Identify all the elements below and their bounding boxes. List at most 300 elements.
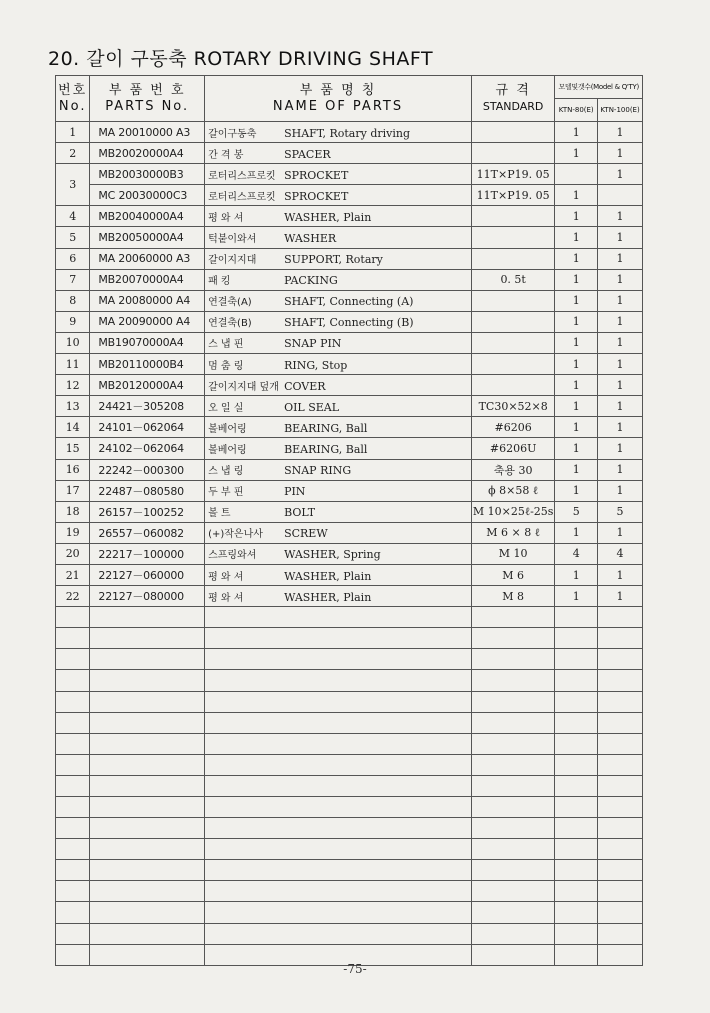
row-qty-ktn80: 5: [555, 501, 598, 522]
empty-cell: [598, 712, 643, 733]
empty-cell: [598, 839, 643, 860]
empty-cell: [555, 754, 598, 775]
empty-cell: [598, 923, 643, 944]
row-name-en: BEARING, Ball: [284, 442, 368, 456]
empty-cell: [555, 881, 598, 902]
row-name: [205, 248, 472, 269]
empty-cell: [598, 670, 643, 691]
empty-cell: [555, 733, 598, 754]
header-standard-en: STANDARD: [482, 99, 544, 113]
row-no: 7: [56, 269, 90, 290]
row-parts-no: MB20040000A4: [90, 206, 205, 227]
empty-row: [56, 691, 643, 712]
empty-cell: [555, 712, 598, 733]
row-qty-ktn80: 1: [555, 248, 598, 269]
empty-cell: [555, 923, 598, 944]
row-qty-ktn80: 1: [555, 586, 598, 607]
row-parts-no: MA 20090000 A4: [90, 311, 205, 332]
empty-cell: [56, 628, 90, 649]
row-name: [205, 459, 472, 480]
row-qty-ktn100: 1: [598, 522, 643, 543]
row-name-en: WASHER, Plain: [284, 590, 372, 604]
row-no: 9: [56, 311, 90, 332]
table-row: [56, 164, 643, 185]
row-name-kr: 평 와 셔: [208, 571, 244, 583]
table-row: [56, 501, 643, 522]
row-name-en: BOLT: [284, 506, 316, 520]
row-parts-no: MA 20060000 A3: [90, 248, 205, 269]
row-no: 6: [56, 248, 90, 269]
row-name: [205, 480, 472, 501]
row-qty-ktn100: 1: [598, 227, 643, 248]
row-standard: [471, 332, 554, 353]
row-no: 5: [56, 227, 90, 248]
empty-cell: [90, 775, 205, 796]
empty-cell: [56, 775, 90, 796]
row-name-kr: 평 와 셔: [208, 212, 244, 224]
row-parts-no: MB20120000A4: [90, 375, 205, 396]
empty-cell: [90, 818, 205, 839]
empty-cell: [205, 902, 472, 923]
header-standard-kr: 규 격: [495, 82, 531, 98]
table-row: [56, 586, 643, 607]
empty-cell: [56, 818, 90, 839]
empty-cell: [90, 923, 205, 944]
row-parts-no: 24101－062064: [90, 417, 205, 438]
empty-cell: [205, 923, 472, 944]
row-name: [205, 564, 472, 585]
empty-cell: [598, 607, 643, 628]
row-qty-ktn80: 1: [555, 122, 598, 143]
empty-cell: [90, 649, 205, 670]
row-qty-ktn80: 1: [555, 269, 598, 290]
row-name-kr: 스프링와셔: [208, 550, 257, 562]
empty-row: [56, 881, 643, 902]
empty-cell: [555, 839, 598, 860]
table-row: [56, 354, 643, 375]
page-number: -75-: [343, 962, 367, 976]
table-row: [56, 417, 643, 438]
row-parts-no: MC 20030000C3: [90, 185, 205, 206]
row-standard: [471, 290, 554, 311]
row-name-en: SPROCKET: [284, 168, 349, 182]
row-parts-no: 24421－305208: [90, 396, 205, 417]
empty-cell: [56, 797, 90, 818]
row-name-kr: 스 냅 핀: [208, 339, 244, 351]
row-qty-ktn80: 1: [555, 206, 598, 227]
row-qty-ktn100: 1: [598, 564, 643, 585]
row-parts-no: MB20020000A4: [90, 143, 205, 164]
row-name-en: RING, Stop: [284, 358, 348, 372]
row-no: 15: [56, 438, 90, 459]
row-standard: 0. 5t: [471, 269, 554, 290]
empty-cell: [90, 754, 205, 775]
empty-row: [56, 649, 643, 670]
page-title: 20. 갈이 구동축 ROTARY DRIVING SHAFT: [48, 48, 434, 70]
row-qty-ktn100: 1: [598, 480, 643, 501]
row-standard: [471, 248, 554, 269]
row-no: 18: [56, 501, 90, 522]
row-qty-ktn100: 1: [598, 311, 643, 332]
empty-cell: [56, 860, 90, 881]
header-name: [205, 76, 472, 122]
row-qty-ktn80: 1: [555, 438, 598, 459]
row-qty-ktn100: 1: [598, 248, 643, 269]
empty-cell: [90, 797, 205, 818]
row-name-kr: 볼 트: [208, 508, 231, 520]
row-name-en: PACKING: [284, 274, 338, 288]
row-name: [205, 269, 472, 290]
header-name-kr: 부 품 명 칭: [299, 82, 377, 98]
parts-table: [55, 75, 643, 966]
row-name: [205, 206, 472, 227]
row-name-en: SHAFT, Connecting (A): [284, 295, 414, 309]
empty-cell: [90, 670, 205, 691]
empty-cell: [598, 818, 643, 839]
row-parts-no: 22127－080000: [90, 586, 205, 607]
empty-cell: [598, 649, 643, 670]
row-no: 14: [56, 417, 90, 438]
row-qty-ktn80: 1: [555, 480, 598, 501]
empty-cell: [598, 733, 643, 754]
row-name-kr: 갈이지지대: [208, 255, 257, 267]
row-qty-ktn80: 4: [555, 543, 598, 564]
row-qty-ktn100: 1: [598, 269, 643, 290]
row-name-en: WASHER, Spring: [284, 548, 381, 562]
table-row: [56, 522, 643, 543]
row-qty-ktn80: 1: [555, 522, 598, 543]
row-name-kr: 턱붙이와셔: [208, 234, 257, 246]
table-row: [56, 269, 643, 290]
empty-cell: [56, 607, 90, 628]
empty-cell: [205, 649, 472, 670]
empty-cell: [205, 881, 472, 902]
empty-cell: [598, 881, 643, 902]
row-qty-ktn80: [555, 164, 598, 185]
row-parts-no: MB20050000A4: [90, 227, 205, 248]
row-name-en: SNAP PIN: [284, 337, 342, 351]
row-name-kr: 갈이지지대 덮개: [208, 381, 279, 393]
empty-cell: [90, 733, 205, 754]
row-name-en: SHAFT, Rotary driving: [284, 126, 411, 140]
row-name-en: SPACER: [284, 147, 331, 161]
empty-cell: [471, 628, 554, 649]
row-qty-ktn80: 1: [555, 311, 598, 332]
empty-cell: [90, 839, 205, 860]
empty-cell: [205, 839, 472, 860]
header-model-ktn100: KTN-100(E): [598, 99, 643, 122]
row-no: 13: [56, 396, 90, 417]
row-parts-no: MA 20010000 A3: [90, 122, 205, 143]
empty-cell: [471, 607, 554, 628]
row-name-en: WASHER: [284, 232, 337, 246]
row-name-en: SPROCKET: [284, 189, 349, 203]
empty-cell: [555, 902, 598, 923]
empty-row: [56, 839, 643, 860]
row-name-kr: 패 킹: [208, 276, 231, 288]
empty-cell: [471, 712, 554, 733]
row-qty-ktn80: 1: [555, 354, 598, 375]
empty-row: [56, 902, 643, 923]
row-parts-no: MB20070000A4: [90, 269, 205, 290]
table-row: [56, 396, 643, 417]
row-no: 2: [56, 143, 90, 164]
table-row: [56, 459, 643, 480]
empty-row: [56, 607, 643, 628]
empty-cell: [56, 923, 90, 944]
row-qty-ktn100: 1: [598, 459, 643, 480]
row-name-kr: 멈 춤 링: [208, 360, 244, 372]
table-row: [56, 185, 643, 206]
row-no: 11: [56, 354, 90, 375]
row-name-kr: 연결축(A): [208, 297, 252, 309]
row-name-en: SCREW: [284, 527, 328, 541]
empty-cell: [598, 860, 643, 881]
row-name-en: SNAP RING: [284, 464, 352, 478]
row-no: 10: [56, 332, 90, 353]
row-no: 17: [56, 480, 90, 501]
table-row: [56, 227, 643, 248]
empty-cell: [471, 839, 554, 860]
empty-row: [56, 754, 643, 775]
empty-cell: [56, 712, 90, 733]
row-no: 12: [56, 375, 90, 396]
empty-cell: [598, 754, 643, 775]
row-parts-no: 22127－060000: [90, 564, 205, 585]
row-name-en: WASHER, Plain: [284, 569, 372, 583]
row-standard: M 6 × 8 ℓ: [471, 522, 554, 543]
empty-cell: [205, 775, 472, 796]
empty-cell: [90, 902, 205, 923]
row-name: [205, 227, 472, 248]
row-qty-ktn80: 1: [555, 227, 598, 248]
row-qty-ktn100: 5: [598, 501, 643, 522]
row-name-en: COVER: [284, 379, 326, 393]
empty-cell: [471, 902, 554, 923]
row-standard: ϕ 8×58 ℓ: [471, 480, 554, 501]
empty-row: [56, 733, 643, 754]
row-standard: TC30×52×8: [471, 396, 554, 417]
row-parts-no: 22217－100000: [90, 543, 205, 564]
row-name: [205, 586, 472, 607]
table-row: [56, 248, 643, 269]
row-name-en: WASHER, Plain: [284, 210, 372, 224]
table-row: [56, 438, 643, 459]
row-name-kr: 간 격 봉: [208, 149, 244, 161]
row-name: [205, 332, 472, 353]
row-name: [205, 143, 472, 164]
empty-row: [56, 923, 643, 944]
table-row: [56, 332, 643, 353]
row-parts-no: MA 20080000 A4: [90, 290, 205, 311]
empty-cell: [205, 797, 472, 818]
row-standard: [471, 122, 554, 143]
empty-cell: [90, 860, 205, 881]
row-qty-ktn80: 1: [555, 143, 598, 164]
empty-cell: [205, 670, 472, 691]
row-name-kr: 볼베어링: [208, 423, 247, 435]
empty-row: [56, 818, 643, 839]
row-standard: #6206U: [471, 438, 554, 459]
empty-cell: [205, 754, 472, 775]
empty-cell: [598, 775, 643, 796]
row-name-en: SHAFT, Connecting (B): [284, 316, 414, 330]
empty-row: [56, 860, 643, 881]
row-parts-no: MB20030000B3: [90, 164, 205, 185]
row-qty-ktn100: 1: [598, 586, 643, 607]
row-standard: M 6: [471, 564, 554, 585]
empty-cell: [56, 670, 90, 691]
empty-row: [56, 670, 643, 691]
empty-cell: [598, 628, 643, 649]
empty-cell: [56, 902, 90, 923]
empty-cell: [471, 818, 554, 839]
row-qty-ktn100: 1: [598, 206, 643, 227]
empty-cell: [90, 607, 205, 628]
empty-cell: [90, 628, 205, 649]
empty-cell: [555, 775, 598, 796]
row-name: [205, 185, 472, 206]
empty-cell: [555, 628, 598, 649]
table-row: [56, 206, 643, 227]
header-standard: [471, 76, 554, 122]
empty-cell: [56, 754, 90, 775]
header-model-ktn80: KTN-80(E): [555, 99, 598, 122]
row-standard: [471, 311, 554, 332]
empty-cell: [555, 860, 598, 881]
row-parts-no: 22487－080580: [90, 480, 205, 501]
row-name-kr: 볼베어링: [208, 444, 247, 456]
row-no: 3: [56, 164, 90, 206]
row-no: 21: [56, 564, 90, 585]
row-parts-no: MB19070000A4: [90, 332, 205, 353]
empty-cell: [471, 691, 554, 712]
row-qty-ktn80: 1: [555, 417, 598, 438]
row-name: [205, 375, 472, 396]
empty-cell: [205, 733, 472, 754]
row-qty-ktn100: 1: [598, 354, 643, 375]
row-name-kr: 스 냅 링: [208, 466, 244, 478]
row-name: [205, 417, 472, 438]
empty-cell: [471, 733, 554, 754]
empty-cell: [205, 818, 472, 839]
row-qty-ktn100: 1: [598, 164, 643, 185]
row-no: 1: [56, 122, 90, 143]
row-parts-no: MB20110000B4: [90, 354, 205, 375]
empty-cell: [471, 923, 554, 944]
row-standard: #6206: [471, 417, 554, 438]
row-qty-ktn80: 1: [555, 459, 598, 480]
empty-cell: [555, 818, 598, 839]
table-row: [56, 311, 643, 332]
empty-row: [56, 797, 643, 818]
table-row: [56, 480, 643, 501]
empty-cell: [471, 670, 554, 691]
row-name: [205, 396, 472, 417]
empty-cell: [471, 649, 554, 670]
header-no: [56, 76, 90, 122]
header-parts-no-en: PARTS No.: [105, 98, 190, 114]
table-row: [56, 290, 643, 311]
row-qty-ktn80: 1: [555, 290, 598, 311]
empty-cell: [555, 649, 598, 670]
row-standard: M 10: [471, 543, 554, 564]
row-no: 22: [56, 586, 90, 607]
row-name-kr: 갈이구동축: [208, 128, 257, 140]
row-standard: [471, 227, 554, 248]
table-row: [56, 543, 643, 564]
table-row: [56, 375, 643, 396]
row-qty-ktn80: 1: [555, 564, 598, 585]
row-standard: 11T×P19. 05: [471, 185, 554, 206]
empty-cell: [56, 839, 90, 860]
empty-cell: [205, 712, 472, 733]
empty-cell: [555, 797, 598, 818]
row-qty-ktn100: 1: [598, 438, 643, 459]
row-name-kr: 평 와 셔: [208, 592, 244, 604]
row-qty-ktn100: 4: [598, 543, 643, 564]
row-name: [205, 543, 472, 564]
row-qty-ktn80: 1: [555, 332, 598, 353]
row-name-kr: 두 부 핀: [208, 487, 244, 499]
row-name-kr: (+)작은나사: [208, 529, 263, 541]
empty-cell: [598, 797, 643, 818]
row-no: 20: [56, 543, 90, 564]
empty-cell: [90, 691, 205, 712]
row-name-kr: 로터리스프로킷: [208, 191, 276, 203]
row-parts-no: 26157－100252: [90, 501, 205, 522]
empty-cell: [471, 775, 554, 796]
row-name: [205, 290, 472, 311]
row-standard: [471, 143, 554, 164]
empty-cell: [598, 691, 643, 712]
row-no: 4: [56, 206, 90, 227]
table-header: [56, 76, 643, 122]
row-qty-ktn100: [598, 185, 643, 206]
empty-cell: [56, 733, 90, 754]
row-name-kr: 로터리스프로킷: [208, 170, 276, 182]
empty-cell: [471, 797, 554, 818]
row-qty-ktn100: 1: [598, 417, 643, 438]
row-name: [205, 522, 472, 543]
row-name-en: PIN: [284, 485, 306, 499]
row-standard: 축용 30: [471, 459, 554, 480]
empty-cell: [205, 691, 472, 712]
empty-cell: [598, 902, 643, 923]
empty-cell: [90, 712, 205, 733]
header-no-kr: 번호: [58, 82, 88, 98]
empty-row: [56, 712, 643, 733]
header-no-en: No.: [58, 98, 87, 114]
row-parts-no: 24102－062064: [90, 438, 205, 459]
table-body: [56, 122, 643, 966]
row-name: [205, 311, 472, 332]
empty-cell: [205, 860, 472, 881]
header-name-en: NAME OF PARTS: [272, 98, 404, 114]
row-standard: M 8: [471, 586, 554, 607]
empty-cell: [205, 628, 472, 649]
row-name-kr: 연결축(B): [208, 318, 252, 330]
empty-cell: [555, 607, 598, 628]
row-standard: [471, 354, 554, 375]
empty-cell: [555, 670, 598, 691]
row-qty-ktn100: 1: [598, 143, 643, 164]
row-qty-ktn80: 1: [555, 396, 598, 417]
empty-row: [56, 628, 643, 649]
row-qty-ktn80: 1: [555, 375, 598, 396]
row-no: 19: [56, 522, 90, 543]
table-row: [56, 143, 643, 164]
